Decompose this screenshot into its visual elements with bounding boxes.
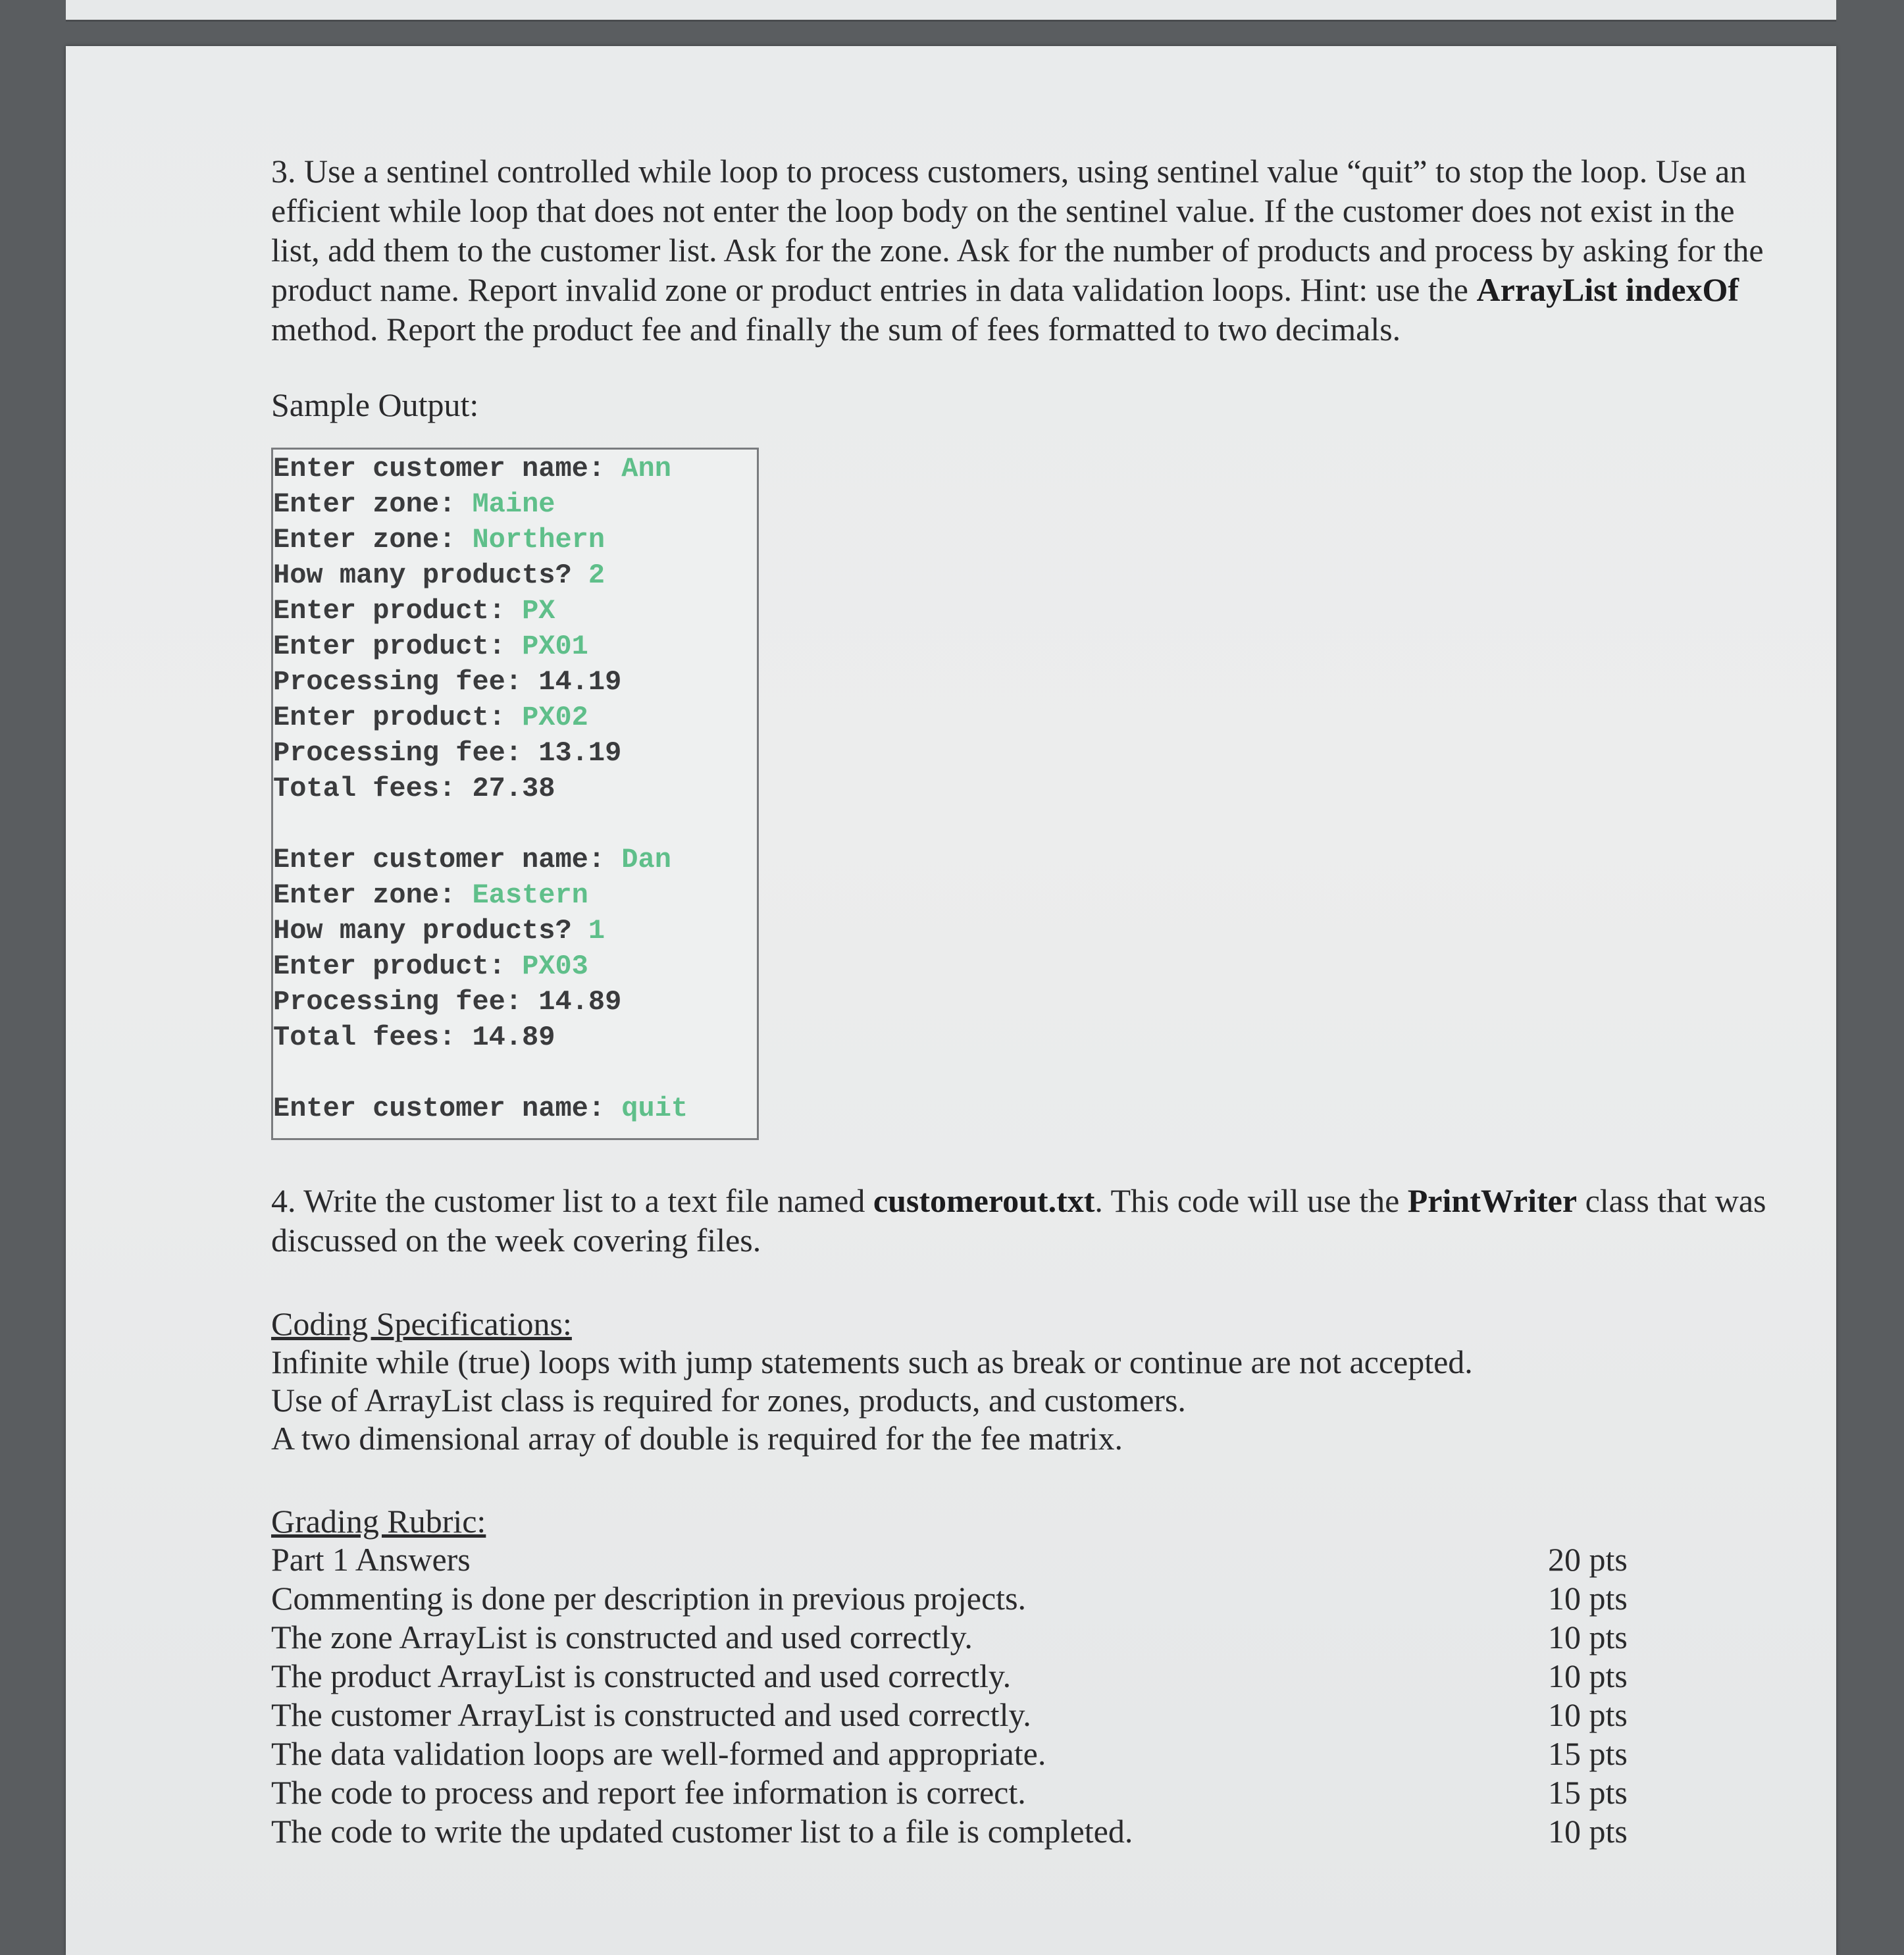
- console-line: [273, 877, 757, 913]
- rubric-row: [271, 1540, 1640, 1579]
- question-4-text-c: class that was discussed on the week covering files.: [271, 1182, 1766, 1259]
- rubric-item-label: The zone ArrayList is constructed and used correctly.: [271, 1619, 973, 1655]
- question-4-filename: customerout.txt: [873, 1182, 1095, 1219]
- console-prompt-text: Processing fee: 13.19: [273, 737, 622, 769]
- rubric-item-points: 15 pts: [1548, 1735, 1628, 1772]
- rubric-row: [271, 1812, 1640, 1851]
- console-line: [273, 593, 757, 629]
- rubric-item-points: 10 pts: [1548, 1813, 1628, 1850]
- rubric-item-points: 10 pts: [1548, 1580, 1628, 1617]
- console-user-input: Maine: [472, 488, 555, 520]
- console-line: [273, 664, 757, 700]
- console-blank-line: [273, 1055, 757, 1091]
- sample-output-label: Sample Output:: [271, 386, 479, 423]
- document-page: [66, 46, 1836, 1955]
- console-prompt-text: Enter product:: [273, 631, 523, 662]
- spec-line: Use of ArrayList class is required for zones, products, and customers.: [271, 1382, 1186, 1419]
- console-user-input: Eastern: [472, 879, 588, 911]
- console-user-input: Ann: [621, 453, 671, 484]
- rubric-row: [271, 1696, 1640, 1734]
- console-prompt-text: Enter customer name:: [273, 844, 622, 875]
- console-user-input: Dan: [621, 844, 671, 875]
- rubric-item-label: The customer ArrayList is constructed and used correctly.: [271, 1696, 1031, 1733]
- console-user-input: 1: [588, 915, 605, 947]
- rubric-item-points: 20 pts: [1548, 1541, 1628, 1578]
- console-prompt-text: Enter zone:: [273, 524, 473, 556]
- console-prompt-text: How many products?: [273, 560, 588, 591]
- question-4-class-name: PrintWriter: [1407, 1182, 1578, 1219]
- question-3-paragraph: [271, 151, 1785, 349]
- console-prompt-text: Total fees: 14.89: [273, 1022, 555, 1053]
- rubric-row: [271, 1657, 1640, 1696]
- console-line: [273, 451, 757, 486]
- console-line: [273, 629, 757, 664]
- question-3-text-b: method. Report the product fee and finally the sum of fees formatted to two decimals.: [271, 311, 1401, 348]
- question-4-text-a: 4. Write the customer list to a text file named: [271, 1182, 873, 1219]
- sample-output-console: [271, 448, 759, 1140]
- rubric-item-label: The data validation loops are well-formed and appropriate.: [271, 1735, 1046, 1772]
- rubric-item-points: 10 pts: [1548, 1619, 1628, 1655]
- console-line: [273, 913, 757, 949]
- page-content: [271, 151, 1818, 1851]
- spec-line: Infinite while (true) loops with jump statements such as break or continue are not accepted.: [271, 1343, 1473, 1380]
- rubric-item-label: The code to write the updated customer list to a file is completed.: [271, 1813, 1133, 1850]
- console-line: [273, 735, 757, 771]
- previous-page-edge: [66, 0, 1836, 22]
- rubric-row: [271, 1734, 1640, 1773]
- console-prompt-text: Processing fee: 14.89: [273, 986, 622, 1018]
- question-3-text-a: 3. Use a sentinel controlled while loop to process customers, using sentinel value “quit” to stop the loop. Use an efficient while loop that does not enter the loop body on the sentinel value. If the customer does not exist in the list, add them to the customer list. Ask for the zone. Ask for the number of products and process by asking for the product name. Report invalid zone or product entries in data validation loops. Hint: use the: [271, 153, 1764, 308]
- coding-specifications-list: [271, 1343, 1818, 1457]
- grading-rubric-title: Grading Rubric:: [271, 1503, 486, 1540]
- console-line: [273, 1020, 757, 1055]
- console-prompt-text: Processing fee: 14.19: [273, 666, 622, 698]
- console-line: [273, 700, 757, 735]
- console-prompt-text: Enter product:: [273, 702, 523, 733]
- rubric-item-points: 10 pts: [1548, 1657, 1628, 1694]
- rubric-row: [271, 1579, 1640, 1618]
- console-line: [273, 949, 757, 984]
- grading-rubric-table: [271, 1540, 1640, 1851]
- rubric-row: [271, 1618, 1640, 1657]
- rubric-item-points: 15 pts: [1548, 1774, 1628, 1811]
- console-line: [273, 842, 757, 877]
- console-user-input: Northern: [472, 524, 605, 556]
- question-3-bold-term: ArrayList indexOf: [1476, 271, 1739, 308]
- rubric-item-label: The product ArrayList is constructed and used correctly.: [271, 1657, 1012, 1694]
- console-user-input: PX02: [522, 702, 588, 733]
- console-prompt-text: Enter zone:: [273, 879, 473, 911]
- console-line: [273, 522, 757, 558]
- console-user-input: 2: [588, 560, 605, 591]
- console-user-input: PX01: [522, 631, 588, 662]
- rubric-item-label: The code to process and report fee information is correct.: [271, 1774, 1026, 1811]
- console-prompt-text: Enter customer name:: [273, 1093, 622, 1124]
- console-line: [273, 486, 757, 522]
- console-user-input: quit: [621, 1093, 688, 1124]
- rubric-item-label: Commenting is done per description in previous projects.: [271, 1580, 1027, 1617]
- console-line: [273, 558, 757, 593]
- rubric-item-label: Part 1 Answers: [271, 1541, 471, 1578]
- console-line: [273, 1091, 757, 1126]
- coding-specifications-title: Coding Specifications:: [271, 1305, 572, 1342]
- console-line: [273, 984, 757, 1020]
- console-prompt-text: Enter customer name:: [273, 453, 622, 484]
- console-prompt-text: How many products?: [273, 915, 588, 947]
- rubric-item-points: 10 pts: [1548, 1696, 1628, 1733]
- console-line: [273, 771, 757, 806]
- console-user-input: PX: [522, 595, 555, 627]
- console-prompt-text: Enter zone:: [273, 488, 473, 520]
- console-prompt-text: Total fees: 27.38: [273, 773, 555, 804]
- console-prompt-text: Enter product:: [273, 595, 523, 627]
- console-prompt-text: Enter product:: [273, 951, 523, 982]
- console-blank-line: [273, 806, 757, 842]
- question-4-text-b: . This code will use the: [1094, 1182, 1408, 1219]
- console-user-input: PX03: [522, 951, 588, 982]
- rubric-row: [271, 1773, 1640, 1812]
- spec-line: A two dimensional array of double is required for the fee matrix.: [271, 1420, 1123, 1457]
- question-4-paragraph: [271, 1181, 1785, 1260]
